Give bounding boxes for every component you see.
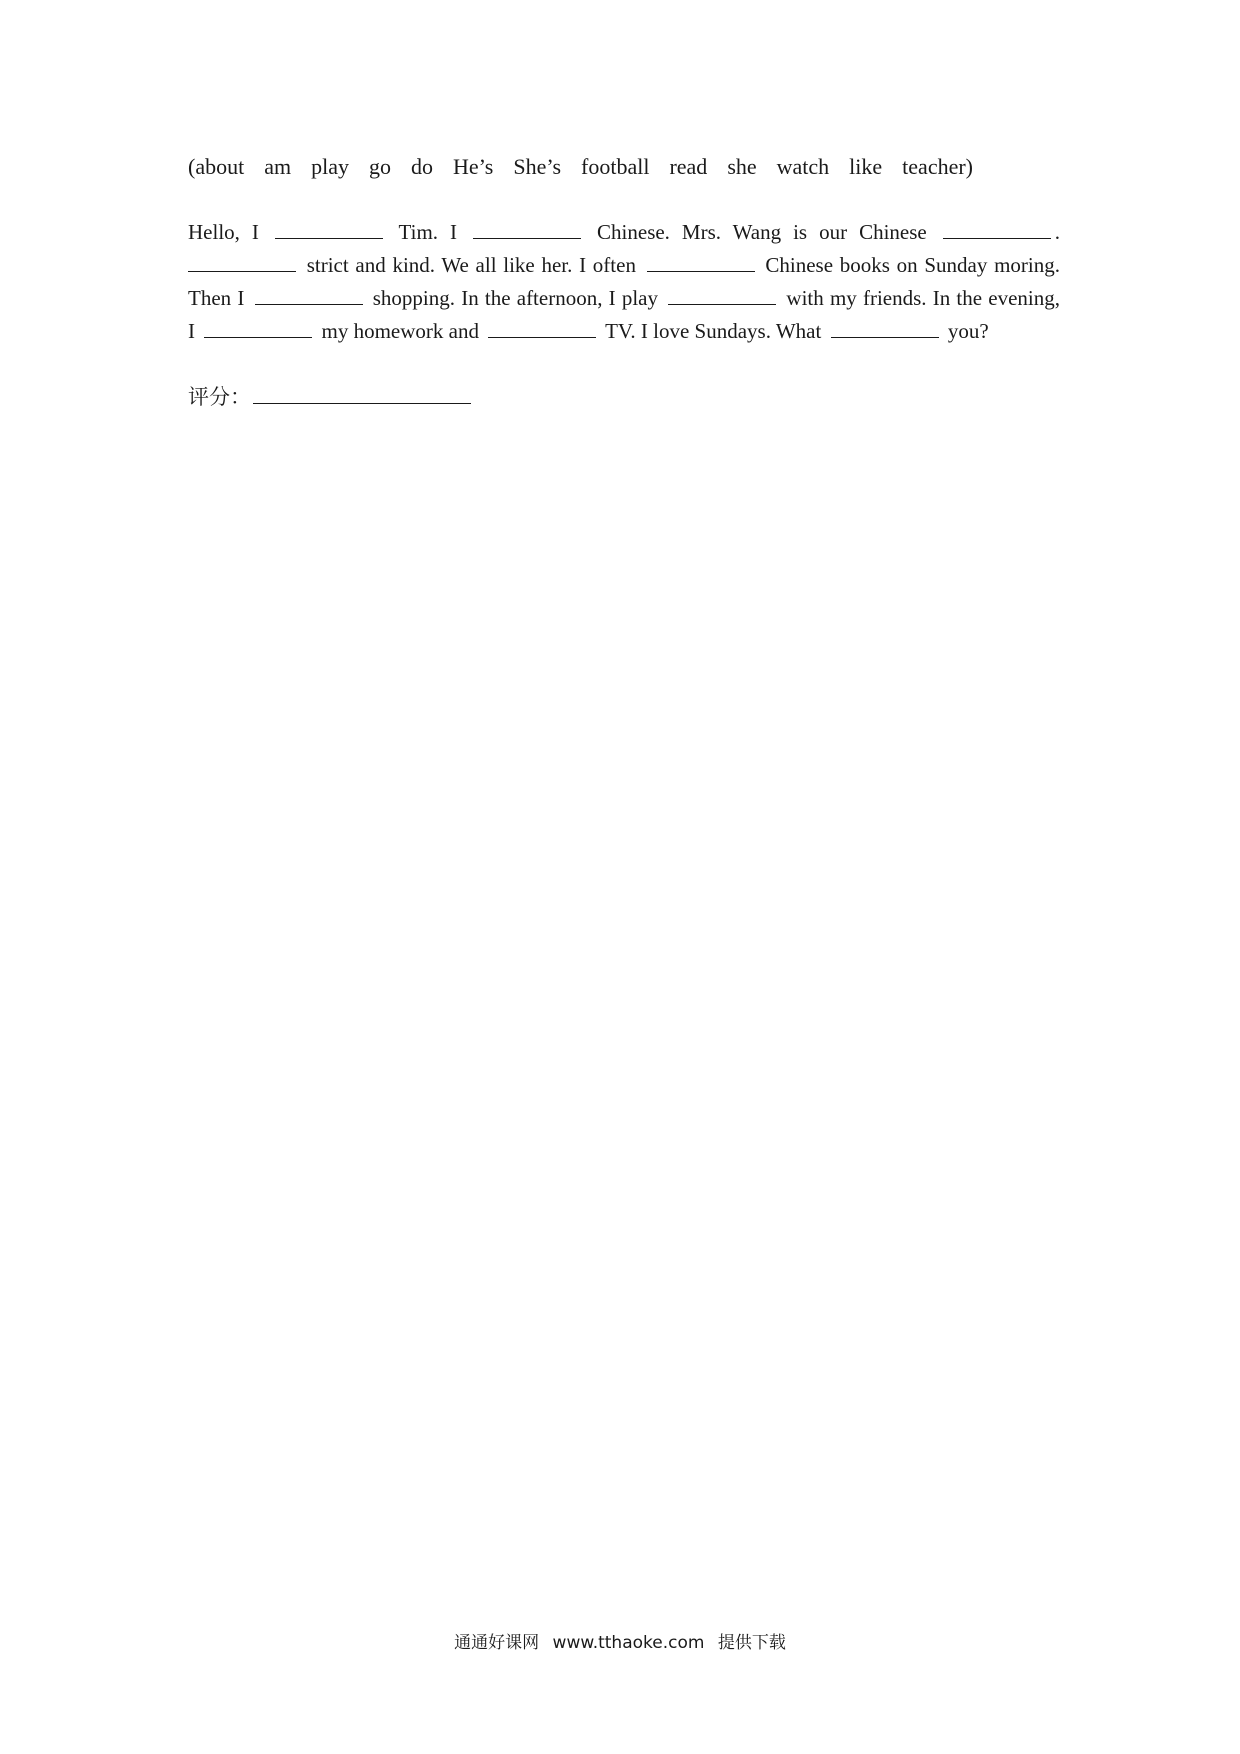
passage-text: Chinese books on Sunday moring.	[765, 253, 1060, 277]
footer-note: 提供下载	[717, 1633, 786, 1653]
passage-text: Chinese. Mrs. Wang is our Chinese	[597, 220, 927, 244]
answer-blank[interactable]	[473, 218, 581, 239]
word-bank-word: watch	[776, 154, 830, 179]
score-blank[interactable]	[253, 383, 471, 404]
word-bank-word: football	[581, 154, 650, 179]
passage-text: Hello, I	[188, 220, 259, 244]
passage-text: Tim. I	[398, 220, 458, 244]
page-footer	[0, 1628, 1240, 1653]
word-bank-word: She’s	[513, 154, 562, 179]
passage-text: I	[188, 319, 195, 343]
passage-text: you?	[947, 319, 989, 343]
word-bank-word: am	[264, 154, 292, 179]
passage-text: TV. I love Sundays. What	[605, 319, 822, 343]
word-bank-word: teacher	[902, 154, 966, 179]
passage-text: shopping. In the afternoon, I play	[372, 286, 659, 310]
word-bank-open-paren: (	[188, 154, 196, 179]
answer-blank[interactable]	[204, 317, 312, 338]
answer-blank[interactable]	[488, 317, 596, 338]
word-bank-word: play	[311, 154, 349, 179]
answer-blank[interactable]	[255, 284, 363, 305]
passage-line	[188, 216, 1060, 249]
word-bank-word: He’s	[453, 154, 494, 179]
passage-line	[188, 249, 1060, 282]
passage-text: with my friends. In the evening,	[786, 286, 1061, 310]
passage-line	[188, 315, 1060, 348]
score-section	[188, 382, 471, 412]
score-label: 评分：	[188, 385, 251, 409]
passage-line	[188, 282, 1060, 315]
answer-blank[interactable]	[275, 218, 383, 239]
answer-blank[interactable]	[831, 317, 939, 338]
passage-text: Then I	[188, 286, 245, 310]
word-bank-word: read	[669, 154, 708, 179]
word-bank-word: like	[849, 154, 883, 179]
passage-text: .	[1054, 220, 1060, 244]
footer-site-name: 通通好课网	[454, 1633, 540, 1653]
cloze-passage	[188, 216, 1060, 348]
answer-blank[interactable]	[668, 284, 776, 305]
passage-text: my homework and	[321, 319, 479, 343]
answer-blank[interactable]	[188, 251, 296, 272]
answer-blank[interactable]	[647, 251, 755, 272]
word-bank-word: about	[195, 154, 245, 179]
word-bank-word: go	[369, 154, 391, 179]
word-bank-word: do	[411, 154, 433, 179]
footer-url: www.tthaoke.com	[552, 1633, 705, 1653]
word-bank-word: she	[727, 154, 757, 179]
answer-blank[interactable]	[943, 218, 1051, 239]
word-bank	[188, 150, 973, 184]
word-bank-close-paren: )	[965, 154, 973, 179]
passage-text: strict and kind. We all like her. I often	[306, 253, 636, 277]
